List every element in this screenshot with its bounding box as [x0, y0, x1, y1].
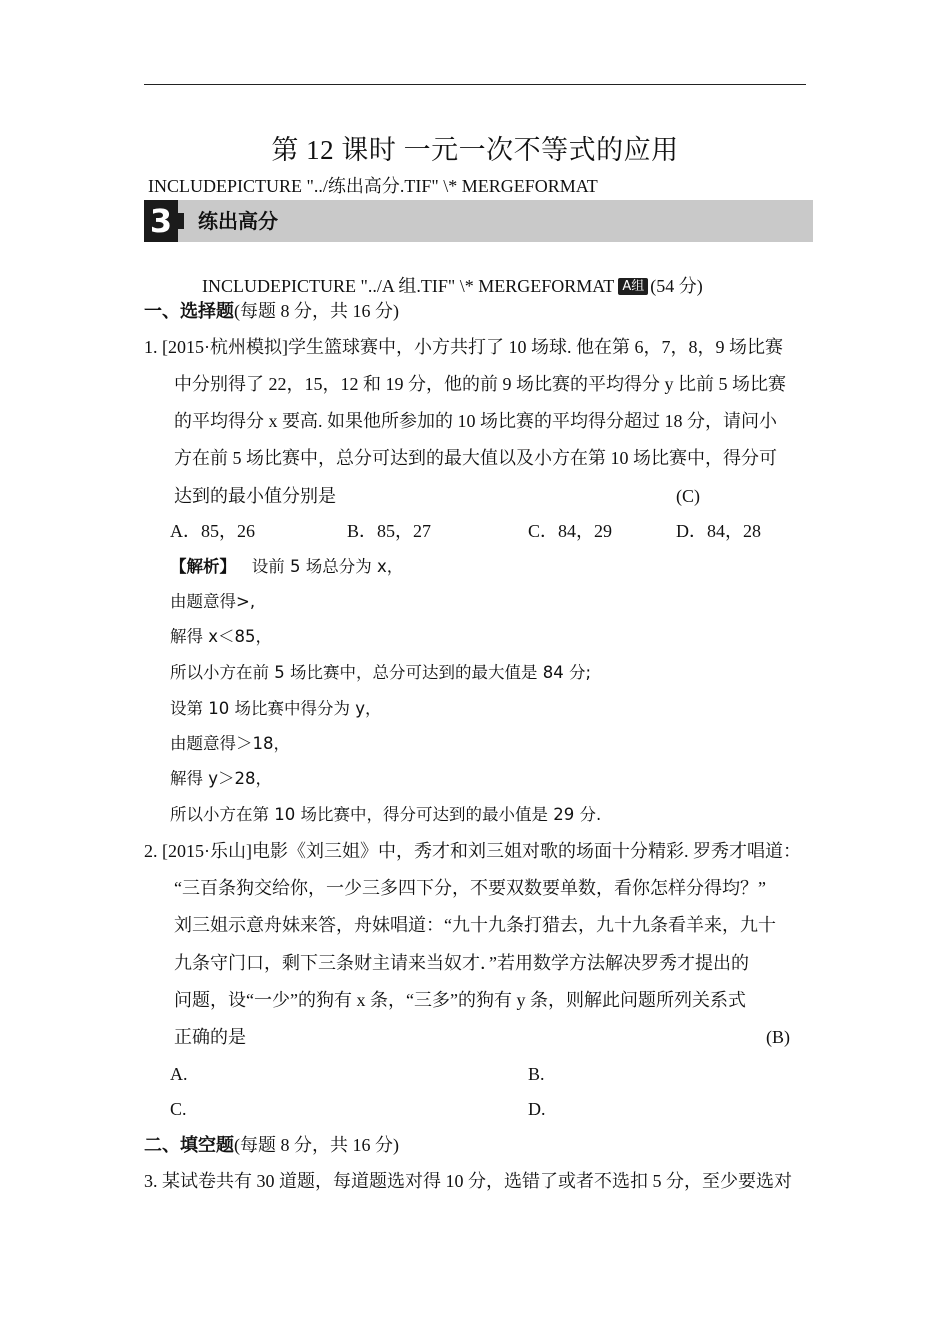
- header-rule: [144, 84, 806, 85]
- question-2-answer: (B): [766, 1027, 790, 1047]
- group-a-line: [202, 274, 703, 298]
- question-1-answer: (C): [676, 486, 700, 506]
- include-picture-field-2: INCLUDEPICTURE "../A 组.TIF" \* MERGEFORMAT: [202, 276, 619, 296]
- solution-text-1: 设前 5 场总分为 x，: [251, 557, 404, 576]
- solution-line-2: 由题意得>,: [170, 592, 256, 611]
- section-heading-choice: [144, 299, 399, 323]
- section-banner: [144, 200, 813, 242]
- question-2-option-d: D.: [528, 1099, 546, 1119]
- question-2-line-3: 刘三姐示意舟妹来答，舟妹唱道：“九十九条打猎去，九十九条看羊来，九十: [174, 915, 776, 935]
- question-1-line-2: 中分别得了 22，15，12 和 19 分，他的前 9 场比赛的平均得分 y 比前 5 场比赛: [174, 374, 786, 394]
- solution-line-5: 设第 10 场比赛中得分为 y，: [170, 699, 382, 718]
- section-note: (每题 8 分，共 16 分): [234, 301, 399, 321]
- question-1-line-4: 方在前 5 场比赛中，总分可达到的最大值以及小方在第 10 场比赛中，得分可: [174, 448, 777, 468]
- question-2-line-5: 问题，设“一少”的狗有 x 条，“三多”的狗有 y 条，则解此问题所列关系式: [174, 990, 746, 1010]
- page-title: 第 12 课时 一元一次不等式的应用: [271, 135, 679, 165]
- question-1-option-c: C．84，29: [528, 521, 613, 541]
- question-2-line-2: “三百条狗交给你，一少三多四下分，不要双数要单数，看你怎样分得均？”: [174, 878, 766, 898]
- question-1-option-a: A．85，26: [170, 521, 255, 541]
- question-1-line-5: 达到的最小值分别是: [174, 486, 336, 506]
- solution-line-3: 解得 x＜85，: [170, 627, 273, 646]
- solution-line-1: [170, 555, 403, 579]
- question-2-option-b: B.: [528, 1064, 545, 1084]
- section-title: 一、选择题: [144, 301, 234, 321]
- question-2-option-c: C.: [170, 1099, 187, 1119]
- solution-line-8: 所以小方在第 10 场比赛中，得分可达到的最小值是 29 分.: [170, 805, 602, 824]
- banner-number: 3: [144, 200, 178, 242]
- banner-title: 练出高分: [198, 209, 278, 233]
- question-3-line-1: 3. 某试卷共有 30 道题，每道题选对得 10 分，选错了或者不选扣 5 分，至少要选对: [144, 1171, 792, 1191]
- score-total: (54 分): [650, 276, 703, 296]
- group-a-badge: A组: [618, 278, 648, 295]
- solution-tag: 【解析】: [170, 557, 236, 576]
- question-2-line-6: 正确的是: [174, 1027, 246, 1047]
- section-title: 二、填空题: [144, 1135, 234, 1155]
- question-2-line-4: 九条守门口，剩下三条财主请来当奴才．”若用数学方法解决罗秀才提出的: [174, 953, 749, 973]
- solution-line-6: 由题意得＞18，: [170, 734, 290, 753]
- question-1-line-1: 1. [2015·杭州模拟]学生篮球赛中，小方共打了 10 场球. 他在第 6，7，8，9 场比赛: [144, 337, 783, 357]
- solution-line-4: 所以小方在前 5 场比赛中，总分可达到的最大值是 84 分;: [170, 663, 592, 682]
- question-1-option-b: B．85，27: [347, 521, 432, 541]
- question-1-line-3: 的平均得分 x 要高. 如果他所参加的 10 场比赛的平均得分超过 18 分，请问小: [174, 411, 777, 431]
- include-picture-field-1: INCLUDEPICTURE "../练出高分.TIF" \* MERGEFORMAT: [148, 176, 598, 196]
- section-note: (每题 8 分，共 16 分): [234, 1135, 399, 1155]
- question-2-line-1: 2. [2015·乐山]电影《刘三姐》中，秀才和刘三姐对歌的场面十分精彩. 罗秀才唱道：: [144, 841, 801, 861]
- question-2-option-a: A.: [170, 1064, 188, 1084]
- section-heading-fill: [144, 1133, 399, 1157]
- banner-tick: [178, 213, 184, 229]
- solution-line-7: 解得 y＞28，: [170, 769, 273, 788]
- question-1-option-d: D．84，28: [676, 521, 761, 541]
